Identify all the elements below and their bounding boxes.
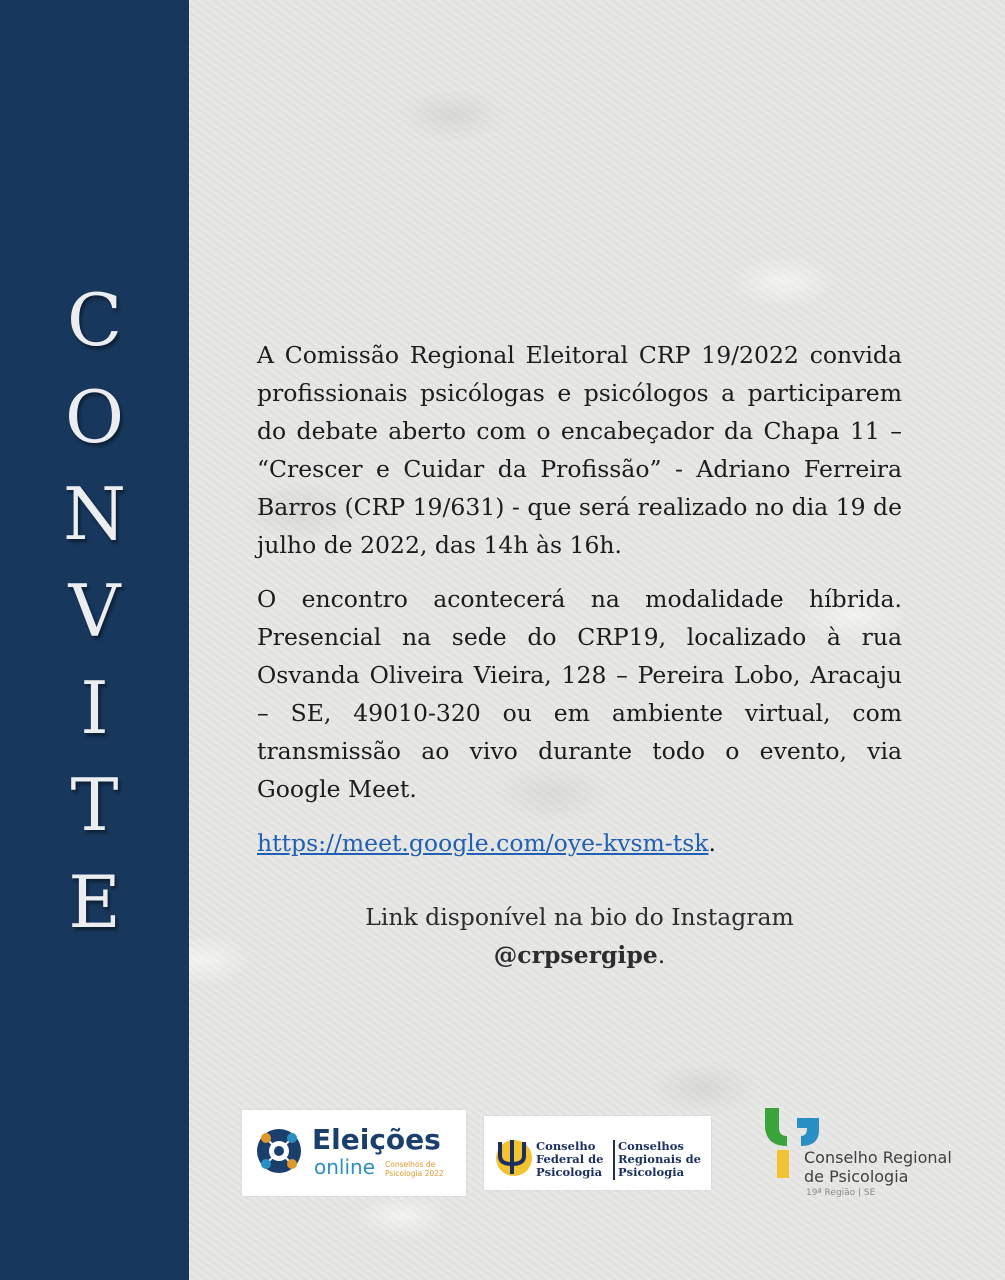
crp-name <box>804 1148 952 1186</box>
eleicoes-network-icon <box>254 1126 304 1176</box>
instagram-line: Link disponível na bio do Instagram <box>365 903 794 931</box>
meet-link-suffix: . <box>708 829 716 857</box>
crp-name-line-1: Conselho Regional <box>804 1148 952 1167</box>
cfp-logo <box>484 1116 711 1190</box>
eleicoes-online-logo <box>242 1110 466 1196</box>
crp-region: 19ª Região | SE <box>806 1188 876 1198</box>
invitation-body <box>257 336 902 974</box>
eleicoes-subtitle: Conselhos de Psicologia 2022 <box>385 1160 444 1178</box>
convite-letter: I <box>80 666 109 750</box>
instagram-handle-suffix: . <box>657 941 666 969</box>
instagram-note <box>257 898 902 974</box>
meet-link-line <box>257 824 902 862</box>
cfp-divider <box>613 1140 615 1180</box>
instagram-handle-line <box>257 936 902 974</box>
convite-letter: N <box>63 472 126 556</box>
crp19-logo <box>763 1106 973 1202</box>
cfp-regionais-label: Conselhos Regionais de Psicologia <box>618 1139 701 1179</box>
convite-letter: E <box>68 860 121 944</box>
invitation-paragraph-1: A Comissão Regional Eleitoral CRP 19/2022 convida profissionais psicólogas e psicólogos a participarem do debate aberto com o encabeçador da Chapa 11 – “Crescer e Cuidar da Profissão” - Adriano Ferreira Barros (CRP 19/631) - que será realizado no dia 19 de julho de 2022, das 14h às 16h. <box>257 341 902 559</box>
meet-link[interactable]: https://meet.google.com/oye-kvsm-tsk <box>257 829 709 857</box>
instagram-handle: @crpsergipe <box>493 941 658 969</box>
psi-emblem-icon <box>490 1134 534 1178</box>
convite-letter: O <box>64 375 125 459</box>
invitation-paragraph-2: O encontro acontecerá na modalidade híbrida. Presencial na sede do CRP19, localizado à rua Osvanda Oliveira Vieira, 128 – Pereira Lobo, Aracaju – SE, 49010-320 ou em ambiente virtual, com transmissão ao vivo durante todo o evento, via Google Meet. <box>257 585 902 803</box>
convite-letter: C <box>66 278 123 362</box>
eleicoes-online-word: online <box>314 1155 376 1179</box>
crp-name-line-2: de Psicologia <box>804 1167 909 1186</box>
eleicoes-title: Eleições <box>312 1123 441 1156</box>
sidebar-band <box>0 0 189 1280</box>
convite-letter: T <box>70 763 119 847</box>
cfp-federal-label: Conselho Federal de Psicologia <box>536 1139 604 1179</box>
convite-letter: V <box>68 569 121 653</box>
convite-vertical-title <box>0 272 189 951</box>
